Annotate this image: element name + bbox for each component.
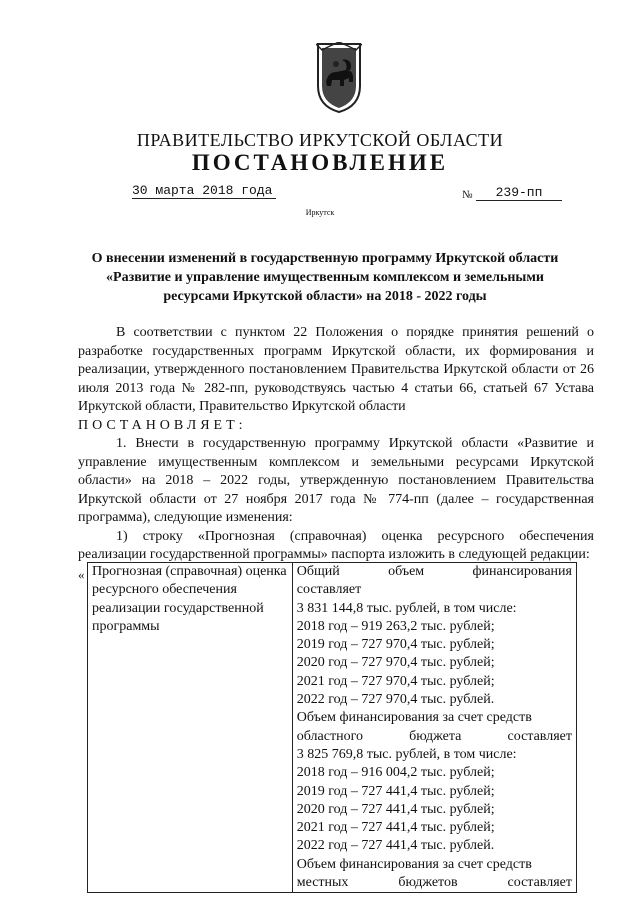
word: финансирования	[472, 564, 572, 579]
document-body	[78, 324, 594, 565]
preamble-paragraph: В соответствии с пунктом 22 Положения о порядке принятия решений о разработке государственных программ Иркутской области, их формирования и реализации, утвержденного постановлением Правительства Иркутской области от 26 июля 2013 года № 282-пп, руководствуясь частью 4 статьи 66, статьей 67 Устава Иркутской области, Правительство Иркутской области	[78, 325, 594, 414]
value-line: 2019 год – 727 441,4 тыс. рублей;	[296, 783, 495, 799]
value-line: Объем финансирования за счет средств	[296, 856, 532, 872]
passport-table	[87, 562, 577, 893]
value-line: 2022 год – 727 970,4 тыс. рублей.	[296, 692, 495, 708]
table-row	[88, 563, 577, 893]
value-line: 2019 год – 727 970,4 тыс. рублей;	[296, 637, 495, 653]
value-line: составляет	[296, 582, 362, 598]
row-label-cell: Прогнозная (справочная) оценка ресурсного обеспечения реализации государственной программы	[88, 563, 293, 893]
value-line: 2021 год – 727 970,4 тыс. рублей;	[296, 673, 495, 689]
decree-word: ПОСТАНОВЛЯЕТ:	[78, 417, 247, 433]
document-title: ПОСТАНОВЛЕНИЕ	[191, 150, 449, 175]
value-line	[297, 563, 572, 581]
heading-line: О внесении изменений в государственную программу Иркутской области	[91, 251, 559, 266]
coat-of-arms-icon	[316, 42, 362, 114]
document-date: 30 марта 2018 года	[132, 183, 276, 199]
government-name: ПРАВИТЕЛЬСТВО ИРКУТСКОЙ ОБЛАСТИ	[136, 130, 504, 150]
value-line: 3 831 144,8 тыс. рублей, в том числе:	[296, 600, 517, 616]
open-quote: «	[78, 567, 85, 582]
row-value-cell	[292, 563, 576, 893]
word: составляет	[507, 875, 572, 891]
number-label: №	[462, 189, 473, 201]
word: областного	[296, 728, 363, 744]
value-line	[297, 728, 572, 746]
word: объем	[388, 564, 425, 579]
heading-line: «Развитие и управление имущественным комплексом и земельными	[106, 270, 544, 285]
document-number: 239-пп	[476, 185, 562, 201]
value-line: Объем финансирования за счет средств	[296, 710, 532, 726]
word: Общий	[296, 564, 340, 579]
value-line: 2020 год – 727 970,4 тыс. рублей;	[296, 655, 495, 671]
value-line: 2020 год – 727 441,4 тыс. рублей;	[296, 801, 495, 817]
value-line: 2021 год – 727 441,4 тыс. рублей;	[296, 820, 495, 836]
value-line: 2018 год – 916 004,2 тыс. рублей;	[296, 765, 495, 781]
value-line: 3 825 769,8 тыс. рублей, в том числе:	[296, 746, 517, 762]
heading-line: ресурсами Иркутской области» на 2018 - 2022 годы	[163, 289, 487, 304]
word: бюджетов	[398, 875, 458, 891]
word: бюджета	[409, 728, 462, 744]
word: составляет	[507, 728, 572, 744]
value-line	[297, 874, 572, 892]
city-name: Иркутск	[305, 208, 335, 217]
value-line: 2022 год – 727 441,4 тыс. рублей.	[296, 838, 495, 854]
item-1-1-paragraph: 1) строку «Прогнозная (справочная) оценка ресурсного обеспечения реализации государственной программы» паспорта изложить в следующей редакции:	[78, 528, 594, 562]
item-1-paragraph: 1. Внести в государственную программу Иркутской области «Развитие и управление имущественным комплексом и земельными ресурсами Иркутской области» на 2018 – 2022 годы, утвержденную постановлением Правительства Иркутской области от 27 ноября 2017 года № 774-пп (далее – государственная программа), следующие изменения:	[78, 436, 594, 525]
value-line: 2018 год – 919 263,2 тыс. рублей;	[296, 618, 495, 634]
document-heading	[60, 249, 590, 306]
word: местных	[296, 875, 349, 891]
